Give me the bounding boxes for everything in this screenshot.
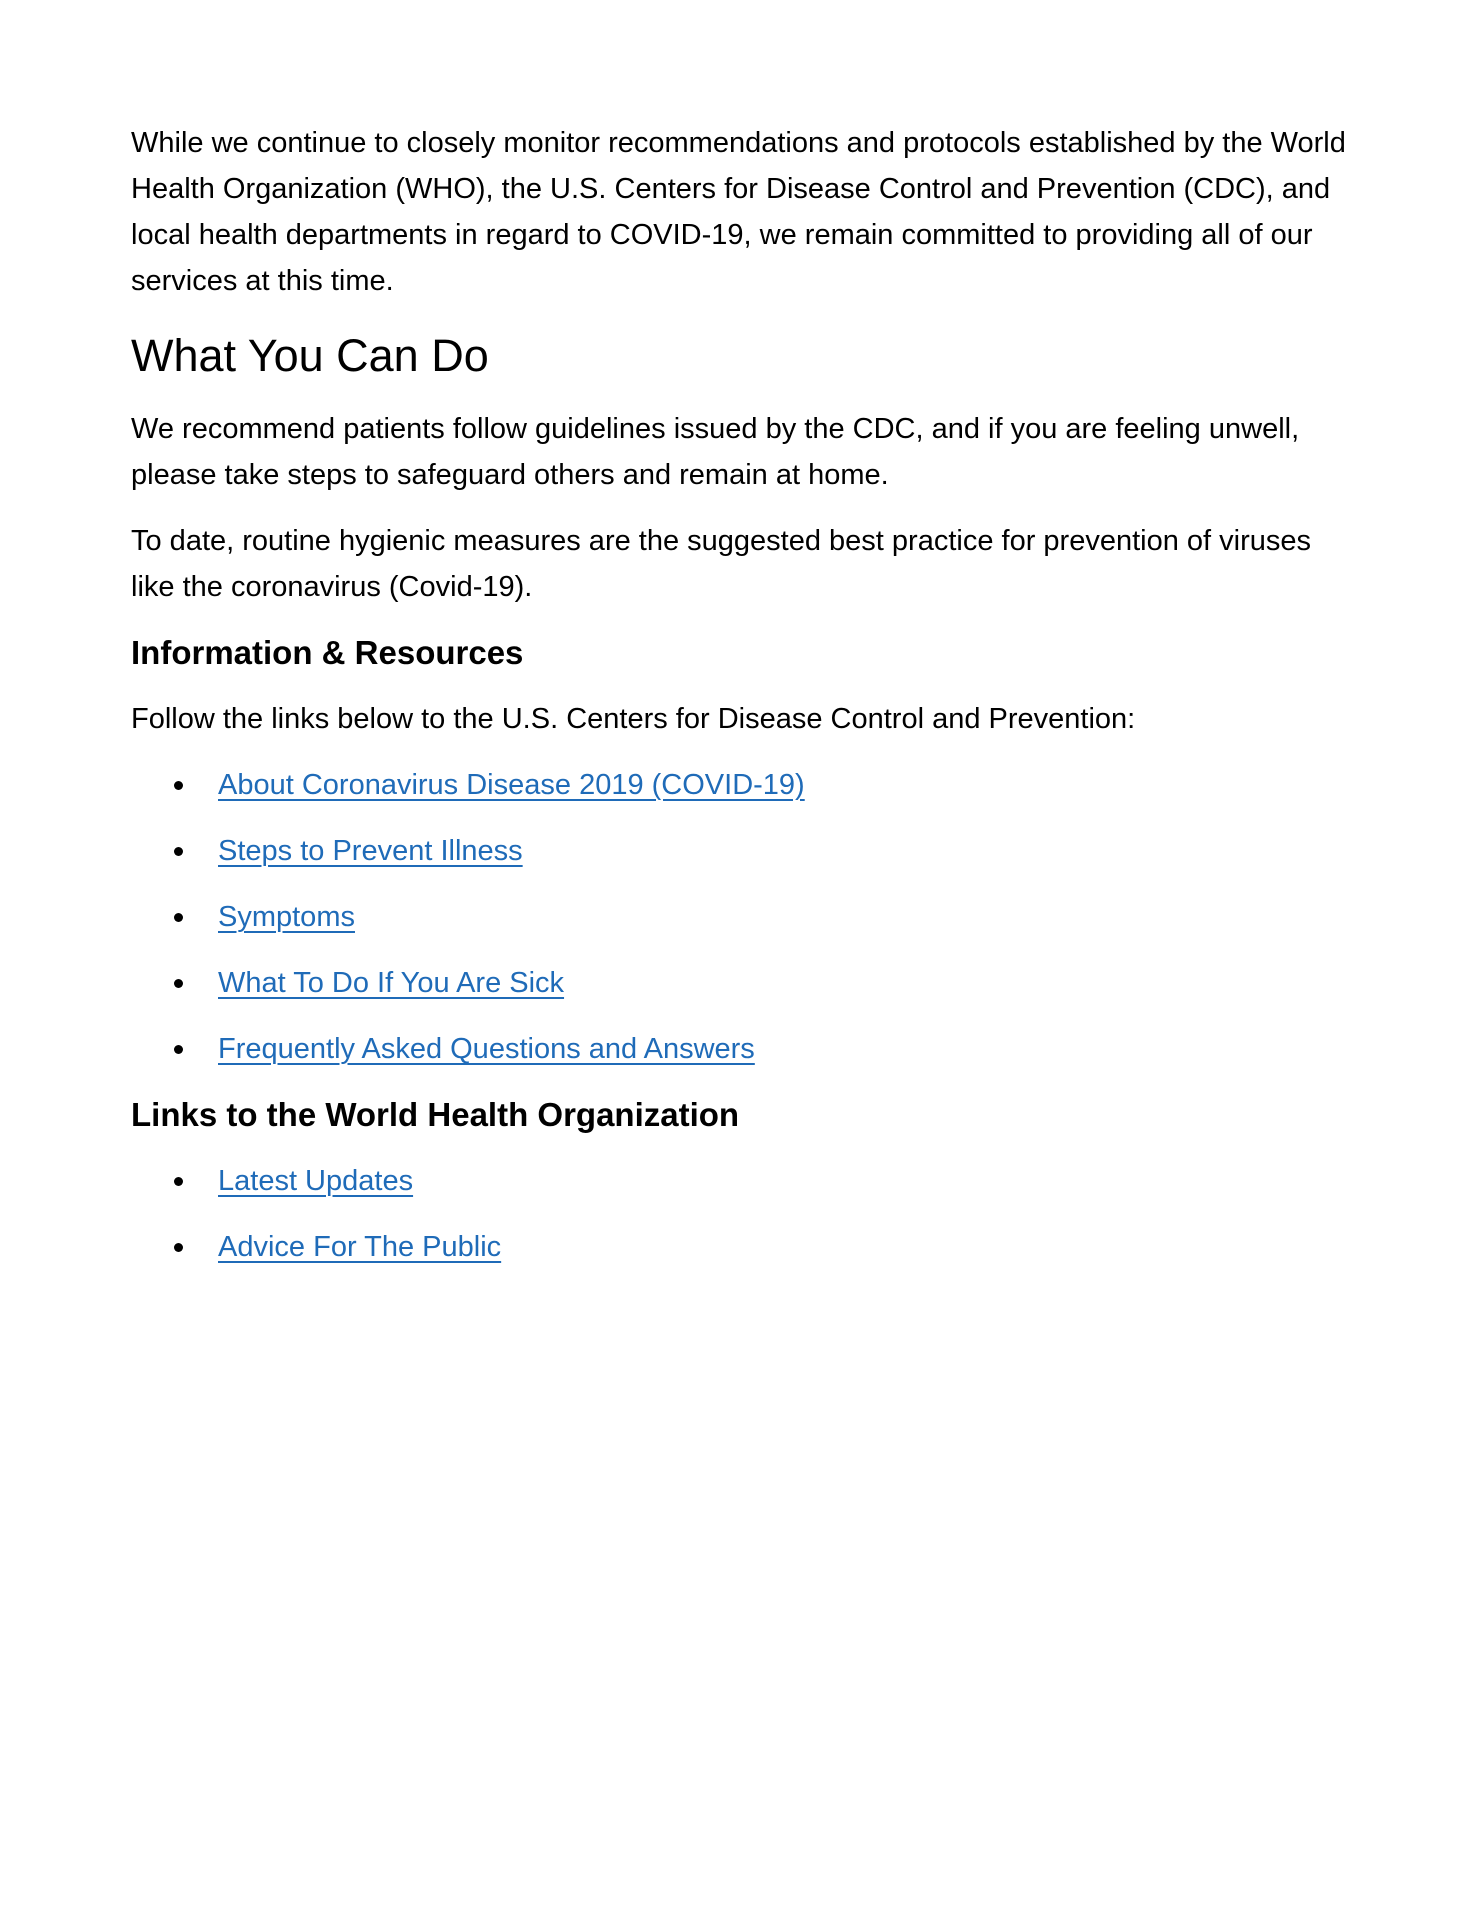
- list-item: [131, 1158, 1361, 1204]
- bullet-icon: [174, 913, 183, 922]
- recommendation-paragraph: We recommend patients follow guidelines issued by the CDC, and if you are feeling unwell, please take steps to safeguard others and remain at home.: [131, 413, 1300, 491]
- list-item: [131, 894, 1361, 940]
- link-latest-updates[interactable]: Latest Updates: [218, 1165, 414, 1197]
- bullet-icon: [174, 847, 183, 856]
- list-item: [131, 1026, 1361, 1072]
- list-item: [131, 762, 1361, 808]
- list-item: [131, 960, 1361, 1006]
- cdc-links-list: [131, 762, 1361, 1072]
- intro-paragraph: While we continue to closely monitor recommendations and protocols established by the World Health Organization (WHO), the U.S. Centers for Disease Control and Prevention (CDC), and local health departments in regard to COVID-19, we remain committed to providing all of our services at this time.: [131, 127, 1346, 297]
- link-advice-public[interactable]: Advice For The Public: [218, 1231, 502, 1263]
- who-links-heading: Links to the World Health Organization: [131, 1096, 740, 1133]
- bullet-icon: [174, 1045, 183, 1054]
- list-item: [131, 1224, 1361, 1270]
- document-page: [131, 120, 1361, 1290]
- link-if-sick[interactable]: What To Do If You Are Sick: [218, 967, 565, 999]
- link-prevent-illness[interactable]: Steps to Prevent Illness: [218, 835, 523, 867]
- bullet-icon: [174, 1177, 183, 1186]
- bullet-icon: [174, 1243, 183, 1252]
- bullet-icon: [174, 979, 183, 988]
- link-faq[interactable]: Frequently Asked Questions and Answers: [218, 1033, 755, 1065]
- list-item: [131, 828, 1361, 874]
- info-resources-heading: Information & Resources: [131, 634, 524, 671]
- hygiene-paragraph: To date, routine hygienic measures are the suggested best practice for prevention of viruses like the coronavirus (Covid-19).: [131, 525, 1311, 603]
- bullet-icon: [174, 781, 183, 790]
- link-symptoms[interactable]: Symptoms: [218, 901, 355, 933]
- what-you-can-do-heading: What You Can Do: [131, 330, 489, 381]
- cdc-links-intro: Follow the links below to the U.S. Centers for Disease Control and Prevention:: [131, 703, 1136, 735]
- who-links-list: [131, 1158, 1361, 1270]
- link-about-covid[interactable]: About Coronavirus Disease 2019 (COVID-19): [218, 769, 805, 801]
